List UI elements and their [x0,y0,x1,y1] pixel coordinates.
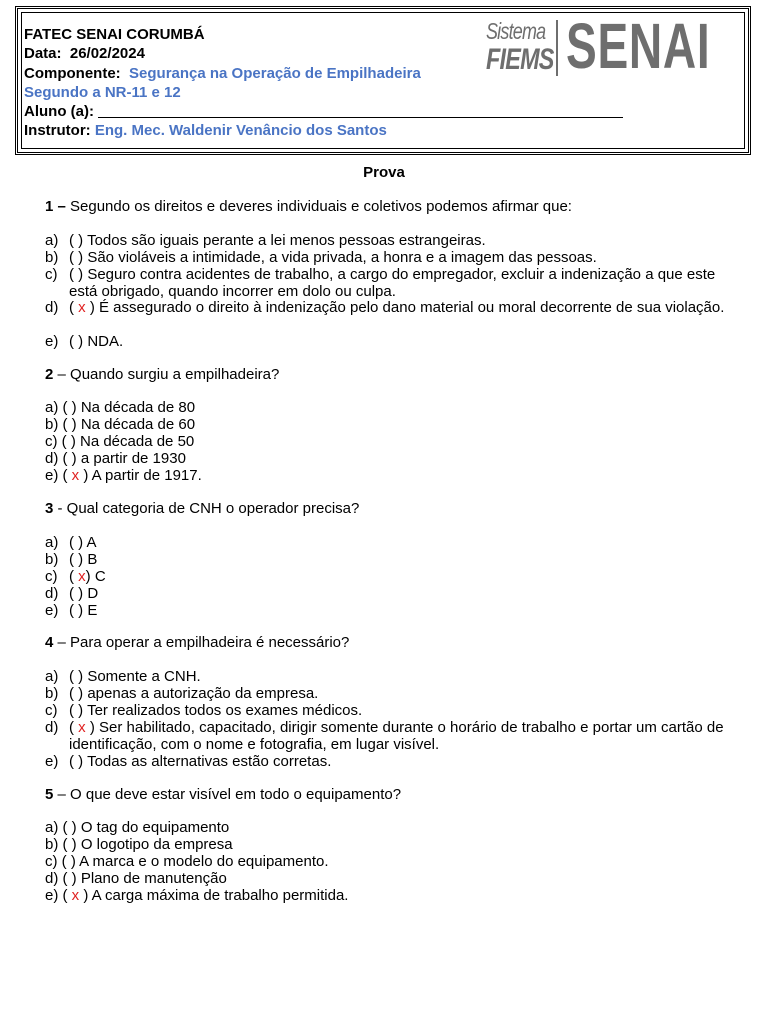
q1-option-a[interactable]: a) ( ) Todos são iguais perante a lei menos pessoas estrangeiras. [45,232,486,249]
q4-option-a[interactable]: a) ( ) Somente a CNH. [45,668,201,685]
q4-option-c[interactable]: c) ( ) Ter realizados todos os exames médicos. [45,702,363,719]
student-name-blank[interactable] [98,103,623,118]
q5-option-b[interactable]: b) ( ) O logotipo da empresa [45,836,233,853]
answer-box[interactable]: ( x) [69,568,91,585]
instructor-value: Eng. Mec. Waldenir Venâncio dos Santos [94,122,387,139]
student-label: Aluno (a): [24,103,94,120]
q1-option-e[interactable]: e) ( ) NDA. [45,333,124,350]
page-title: Prova [363,164,405,181]
question-text: Segundo os direitos e deveres individuais e coletivos podemos afirmar que: [65,198,572,215]
answer-box[interactable]: ( ) [69,585,84,602]
answer-box[interactable]: ( ) [69,602,84,619]
answer-box[interactable]: ( x ) [69,299,95,316]
answer-box[interactable]: ( ) [69,668,84,685]
answer-box[interactable]: ( ) [69,249,84,266]
q2-option-c[interactable]: c) ( ) Na década de 50 [45,433,195,450]
q3-option-a[interactable]: a) ( ) A [45,534,97,551]
question-5 [45,786,401,803]
instructor-label: Instrutor: [24,122,91,139]
date-label: Data: [24,45,62,62]
question-number: 4 [45,634,54,651]
q4-option-b[interactable]: b) ( ) apenas a autorização da empresa. [45,685,319,702]
question-text: – O que deve estar visível em todo o equipamento? [53,786,402,803]
logo-divider [556,20,558,76]
answer-mark: x [78,568,86,585]
answer-box[interactable]: ( ) [69,333,84,350]
q3-option-d[interactable]: d) ( ) D [45,585,99,602]
q2-option-d[interactable]: d) ( ) a partir de 1930 [45,450,186,467]
q1-option-d[interactable]: d) ( x ) É assegurado o direito à indenização pelo dano material ou moral decorrente de sua violação. [45,299,725,316]
question-text: - Qual categoria de CNH o operador precisa? [53,500,360,517]
sistema-fiems-senai-logo [484,10,716,82]
question-number: 3 [45,500,54,517]
q5-option-e[interactable]: e) ( x ) A carga máxima de trabalho permitida. [45,887,349,904]
logo-fiems-text: FIEMS [486,43,554,76]
q2-option-e[interactable]: e) ( x ) A partir de 1917. [45,467,202,484]
date-value: 26/02/2024 [69,45,145,62]
q5-option-c[interactable]: c) ( ) A marca e o modelo do equipamento. [45,853,329,870]
student-line [24,103,623,120]
q3-option-e[interactable]: e) ( ) E [45,602,98,619]
component-line [24,65,421,82]
answer-mark: x [71,887,80,904]
component-value: Segurança na Operação de Empilhadeira [129,65,421,82]
q3-option-b[interactable]: b) ( ) B [45,551,98,568]
answer-mark: x [71,467,80,484]
answer-box[interactable]: ( ) [69,232,84,249]
instructor-line [24,122,387,139]
question-2 [45,366,279,383]
question-number: 1 – [45,198,66,215]
q3-option-c[interactable]: c) ( x) C [45,568,106,585]
subtitle: Segundo a NR-11 e 12 [24,84,181,101]
q1-option-b[interactable]: b) ( ) São violáveis a intimidade, a vida privada, a honra e a imagem das pessoas. [45,249,597,266]
question-number: 2 [45,366,54,383]
school-name: FATEC SENAI CORUMBÁ [24,26,205,43]
answer-box[interactable]: ( ) [69,753,84,770]
answer-box[interactable]: ( ) [69,685,84,702]
date-line [24,45,145,62]
answer-box[interactable]: ( ) [69,551,84,568]
q2-option-a[interactable]: a) ( ) Na década de 80 [45,399,196,416]
q1-option-c[interactable]: c) ( ) Seguro contra acidentes de trabalho, a cargo do empregador, excluir a indenização a que este está obrigado, quando incorrer em dolo ou culpa. [45,266,716,300]
question-1 [45,198,572,215]
logo-senai-text: SENAI [566,10,711,82]
question-number: 5 [45,786,54,803]
q5-option-d[interactable]: d) ( ) Plano de manutenção [45,870,227,887]
answer-mark: x [78,719,86,736]
question-4 [45,634,349,651]
answer-box[interactable]: ( x ) [69,719,95,736]
q5-option-a[interactable]: a) ( ) O tag do equipamento [45,819,230,836]
question-text: – Para operar a empilhadeira é necessário? [53,634,350,651]
q2-option-b[interactable]: b) ( ) Na década de 60 [45,416,196,433]
answer-box[interactable]: ( ) [69,702,84,719]
question-text: – Quando surgiu a empilhadeira? [53,366,280,383]
q4-option-e[interactable]: e) ( ) Todas as alternativas estão corretas. [45,753,332,770]
question-3 [45,500,359,517]
component-label: Componente: [24,65,121,82]
answer-box[interactable]: ( ) [69,534,84,551]
q4-option-d[interactable]: d) ( x ) Ser habilitado, capacitado, dirigir somente durante o horário de trabalho e portar um cartão de identificação, com o nome e fotografia, em lugar visível. [45,719,724,753]
answer-box[interactable]: ( ) [69,266,84,283]
answer-mark: x [78,299,86,316]
logo-sistema-text: Sistema [486,18,546,44]
